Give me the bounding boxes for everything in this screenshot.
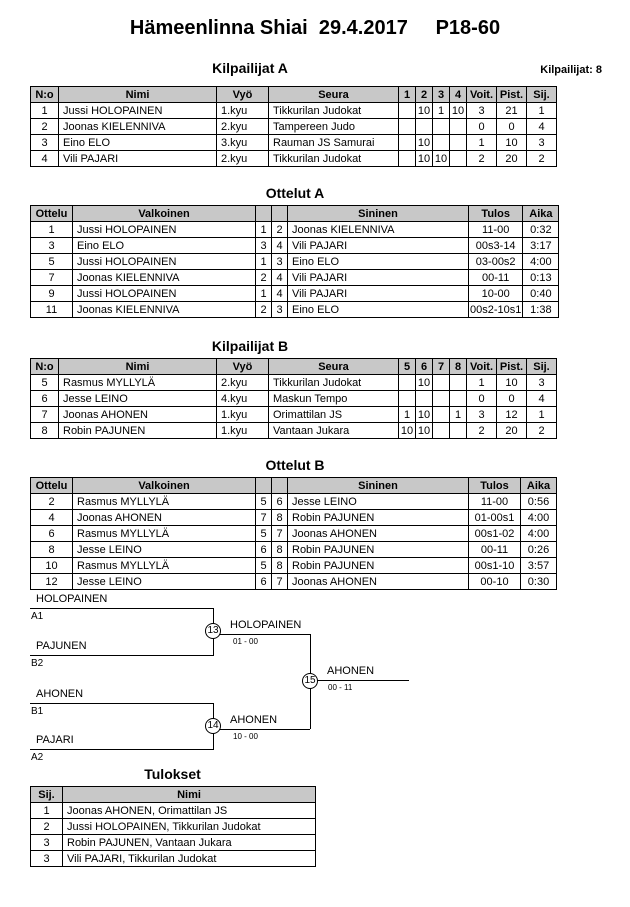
table-row (31, 238, 559, 254)
header-cell: Sininen (288, 478, 469, 494)
cell: 1.kyu (217, 423, 269, 439)
cell: Tikkurilan Judokat (269, 151, 399, 167)
table-header-row (31, 206, 559, 222)
cell: 10 (416, 423, 433, 439)
cell: 1 (31, 103, 59, 119)
cell: 10 (416, 135, 433, 151)
cell: 3 (467, 103, 497, 119)
table-row (31, 542, 557, 558)
table-head (31, 87, 557, 103)
cell: 2 (31, 119, 59, 135)
cell: 8 (272, 558, 288, 574)
cell: 03-00s2 (469, 254, 523, 270)
cell: Vili PAJARI (59, 151, 217, 167)
cell: 6 (272, 494, 288, 510)
cell (399, 103, 416, 119)
cell: 4 (31, 151, 59, 167)
header-cell: Sij. (31, 787, 63, 803)
table-row (31, 407, 557, 423)
bracket-winner-name: AHONEN (327, 665, 375, 677)
table-row (31, 119, 557, 135)
table-row (31, 510, 557, 526)
page-title: Hämeenlinna Shiai 29.4.2017 P18-60 (129, 17, 501, 39)
cell: 3 (31, 135, 59, 151)
competitors-count: Kilpailijat: 8 (540, 64, 602, 76)
header-cell: Voit. (467, 87, 497, 103)
cell: 10 (497, 135, 527, 151)
cell: 4 (272, 270, 288, 286)
cell (433, 407, 450, 423)
cell: 2 (256, 302, 272, 318)
cell: Jussi HOLOPAINEN, Tikkurilan Judokat (63, 819, 316, 835)
bracket-score: 01 - 00 (233, 637, 258, 646)
cell: 3.kyu (217, 135, 269, 151)
cell: Robin PAJUNEN (288, 542, 469, 558)
cell: 0:26 (521, 542, 557, 558)
cell: 4:00 (521, 510, 557, 526)
table-row (31, 803, 316, 819)
cell: 4 (272, 238, 288, 254)
cell (433, 135, 450, 151)
header-cell: Nimi (63, 787, 316, 803)
cell: 0:56 (521, 494, 557, 510)
cell: 10 (416, 151, 433, 167)
header-cell: Nimi (59, 87, 217, 103)
header-cell: Seura (269, 359, 399, 375)
section-heading-kilpailijat-a: Kilpailijat A (212, 60, 288, 76)
cell: 5 (31, 254, 73, 270)
table-ottelut-b (30, 477, 557, 590)
cell: 3 (31, 851, 63, 867)
cell: 5 (31, 375, 59, 391)
cell: 00s1-02 (469, 526, 521, 542)
bracket-seed-label: B2 (31, 658, 44, 669)
cell: Rasmus MYLLYLÄ (73, 494, 256, 510)
cell: 7 (256, 510, 272, 526)
header-cell: 3 (433, 87, 450, 103)
cell: 2 (527, 423, 557, 439)
cell (399, 119, 416, 135)
cell: 2.kyu (217, 151, 269, 167)
cell: 5 (256, 526, 272, 542)
cell: 7 (272, 526, 288, 542)
cell (450, 423, 467, 439)
table-row (31, 835, 316, 851)
cell: 0 (467, 391, 497, 407)
cell: Jussi HOLOPAINEN (59, 103, 217, 119)
cell: 10 (416, 103, 433, 119)
cell: Robin PAJUNEN (288, 558, 469, 574)
cell (416, 391, 433, 407)
bracket-player-name: PAJARI (36, 734, 74, 746)
cell: Joonas AHONEN (59, 407, 217, 423)
table-header-row (31, 478, 557, 494)
cell: 2 (272, 222, 288, 238)
cell: 2.kyu (217, 375, 269, 391)
cell (399, 135, 416, 151)
cell: 10 (31, 558, 73, 574)
header-cell: 7 (433, 359, 450, 375)
cell: 10 (450, 103, 467, 119)
table-row (31, 135, 557, 151)
cell (416, 119, 433, 135)
cell: Eino ELO (59, 135, 217, 151)
cell: 11-00 (469, 494, 521, 510)
header-cell: 1 (399, 87, 416, 103)
cell: 2 (31, 494, 73, 510)
cell (450, 119, 467, 135)
bracket-line (311, 680, 409, 681)
cell: Jesse LEINO (73, 574, 256, 590)
header-cell: 8 (450, 359, 467, 375)
header-cell: Sij. (527, 359, 557, 375)
cell (399, 151, 416, 167)
cell: 2 (467, 151, 497, 167)
table-head (31, 787, 316, 803)
cell: 10 (497, 375, 527, 391)
cell: Joonas AHONEN (288, 574, 469, 590)
cell: 2 (467, 423, 497, 439)
cell: 00-11 (469, 270, 523, 286)
cell: 11 (31, 302, 73, 318)
cell: 8 (31, 423, 59, 439)
cell: 0 (467, 119, 497, 135)
cell: Joonas KIELENNIVA (59, 119, 217, 135)
cell: 1 (527, 103, 557, 119)
header-cell: Aika (521, 478, 557, 494)
table-row (31, 851, 316, 867)
cell: Joonas KIELENNIVA (288, 222, 469, 238)
cell (433, 391, 450, 407)
cell: Robin PAJUNEN (59, 423, 217, 439)
cell: 0:30 (521, 574, 557, 590)
table-row (31, 558, 557, 574)
cell: Vili PAJARI, Tikkurilan Judokat (63, 851, 316, 867)
header-cell (256, 478, 272, 494)
bracket-line (214, 634, 310, 635)
cell: 6 (256, 574, 272, 590)
bracket-line (30, 608, 214, 609)
cell: Tikkurilan Judokat (269, 375, 399, 391)
cell: 0:13 (523, 270, 559, 286)
cell: 00s3-14 (469, 238, 523, 254)
header-cell: Ottelu (31, 478, 73, 494)
cell: 11-00 (469, 222, 523, 238)
cell: Jesse LEINO (288, 494, 469, 510)
header-cell: Nimi (59, 359, 217, 375)
cell: 1 (256, 286, 272, 302)
cell: 4 (527, 119, 557, 135)
cell: 4.kyu (217, 391, 269, 407)
cell: 1 (256, 222, 272, 238)
cell: 1 (433, 103, 450, 119)
match-number-badge: 14 (205, 718, 221, 734)
section-heading-kilpailijat-b: Kilpailijat B (211, 338, 289, 354)
cell: 7 (31, 407, 59, 423)
cell: 3 (467, 407, 497, 423)
cell: 2.kyu (217, 119, 269, 135)
bracket-line (214, 729, 310, 730)
cell (433, 119, 450, 135)
cell: 10 (399, 423, 416, 439)
header-cell: Pist. (497, 359, 527, 375)
cell: 9 (31, 286, 73, 302)
header-cell: 4 (450, 87, 467, 103)
cell: 1 (399, 407, 416, 423)
bracket-player-name: AHONEN (36, 688, 84, 700)
table-row (31, 254, 559, 270)
cell: 4:00 (523, 254, 559, 270)
table-row (31, 526, 557, 542)
cell: Robin PAJUNEN, Vantaan Jukara (63, 835, 316, 851)
cell: 3 (527, 375, 557, 391)
cell: 3 (31, 238, 73, 254)
cell (450, 375, 467, 391)
match-number-badge: 13 (205, 623, 221, 639)
cell: 4 (31, 510, 73, 526)
cell: Rasmus MYLLYLÄ (73, 526, 256, 542)
cell: 12 (497, 407, 527, 423)
table-row (31, 286, 559, 302)
section-heading-ottelut-b: Ottelut B (265, 457, 325, 473)
table-body (31, 222, 559, 318)
header-cell: Aika (523, 206, 559, 222)
table-row (31, 103, 557, 119)
cell (399, 375, 416, 391)
bracket-seed-label: B1 (31, 706, 44, 717)
table-head (31, 478, 557, 494)
header-cell: Sij. (527, 87, 557, 103)
table-body (31, 103, 557, 167)
cell: 1.kyu (217, 103, 269, 119)
cell: 1:38 (523, 302, 559, 318)
cell: Rasmus MYLLYLÄ (73, 558, 256, 574)
cell (433, 375, 450, 391)
cell (450, 135, 467, 151)
match-number-badge: 15 (302, 673, 318, 689)
cell: Tampereen Judo (269, 119, 399, 135)
header-cell (256, 206, 272, 222)
cell: 3:57 (521, 558, 557, 574)
cell: 3 (272, 302, 288, 318)
cell: 10 (416, 375, 433, 391)
cell: 1 (31, 803, 63, 819)
table-header-row (31, 87, 557, 103)
header-cell: Tulos (469, 206, 523, 222)
bracket-line (30, 703, 214, 704)
cell: Vantaan Jukara (269, 423, 399, 439)
cell: 6 (31, 526, 73, 542)
header-cell: Valkoinen (73, 206, 256, 222)
table-row (31, 819, 316, 835)
cell: Robin PAJUNEN (288, 510, 469, 526)
cell: 1.kyu (217, 407, 269, 423)
cell (450, 391, 467, 407)
header-cell: Ottelu (31, 206, 73, 222)
cell: Joonas KIELENNIVA (73, 270, 256, 286)
cell: 6 (31, 391, 59, 407)
cell: 0 (497, 391, 527, 407)
table-kilpailijat-b (30, 358, 557, 439)
table-head (31, 206, 559, 222)
header-cell: Pist. (497, 87, 527, 103)
header-cell (272, 478, 288, 494)
cell: 01-00s1 (469, 510, 521, 526)
table-body (31, 375, 557, 439)
table-kilpailijat-a (30, 86, 557, 167)
table-row (31, 574, 557, 590)
header-cell: 5 (399, 359, 416, 375)
cell (433, 423, 450, 439)
cell: 5 (256, 494, 272, 510)
cell: 1 (527, 407, 557, 423)
cell: 3 (256, 238, 272, 254)
cell: 7 (272, 574, 288, 590)
cell: 10-00 (469, 286, 523, 302)
cell: 4:00 (521, 526, 557, 542)
table-head (31, 359, 557, 375)
table-row (31, 375, 557, 391)
cell: Joonas AHONEN (288, 526, 469, 542)
final-bracket (0, 590, 630, 766)
cell: 3 (272, 254, 288, 270)
cell: 12 (31, 574, 73, 590)
cell: 0:40 (523, 286, 559, 302)
section-heading-tulokset: Tulokset (144, 766, 201, 782)
cell: 5 (256, 558, 272, 574)
cell: 7 (31, 270, 73, 286)
cell: 1 (31, 222, 73, 238)
cell: Vili PAJARI (288, 270, 469, 286)
bracket-seed-label: A2 (31, 752, 44, 763)
table-header-row (31, 359, 557, 375)
cell: Jussi HOLOPAINEN (73, 222, 256, 238)
cell: Joonas AHONEN, Orimattilan JS (63, 803, 316, 819)
cell: 3 (31, 835, 63, 851)
cell: Joonas KIELENNIVA (73, 302, 256, 318)
bracket-winner-name: HOLOPAINEN (230, 619, 302, 631)
cell: 1 (467, 135, 497, 151)
cell: 0:32 (523, 222, 559, 238)
cell: 6 (256, 542, 272, 558)
cell: 20 (497, 151, 527, 167)
table-row (31, 151, 557, 167)
cell: 2 (256, 270, 272, 286)
header-cell: Voit. (467, 359, 497, 375)
cell: Eino ELO (73, 238, 256, 254)
cell: Tikkurilan Judokat (269, 103, 399, 119)
table-row (31, 222, 559, 238)
cell: 8 (272, 542, 288, 558)
header-cell: Tulos (469, 478, 521, 494)
cell (450, 151, 467, 167)
table-row (31, 270, 559, 286)
cell: 1 (256, 254, 272, 270)
cell: 2 (527, 151, 557, 167)
header-cell: N:o (31, 87, 59, 103)
cell: Jussi HOLOPAINEN (73, 286, 256, 302)
cell: Rauman JS Samurai (269, 135, 399, 151)
header-cell: Vyö (217, 87, 269, 103)
header-cell: Seura (269, 87, 399, 103)
cell: 4 (527, 391, 557, 407)
cell: Vili PAJARI (288, 238, 469, 254)
bracket-winner-name: AHONEN (230, 714, 278, 726)
header-cell: Valkoinen (73, 478, 256, 494)
cell: 00s1-10 (469, 558, 521, 574)
bracket-line (30, 655, 214, 656)
table-row (31, 494, 557, 510)
cell: 2 (31, 819, 63, 835)
bracket-player-name: HOLOPAINEN (36, 593, 108, 605)
cell: Eino ELO (288, 302, 469, 318)
cell: Eino ELO (288, 254, 469, 270)
cell: Jussi HOLOPAINEN (73, 254, 256, 270)
cell: 20 (497, 423, 527, 439)
header-cell: 6 (416, 359, 433, 375)
cell: 1 (450, 407, 467, 423)
cell: 3 (527, 135, 557, 151)
bracket-seed-label: A1 (31, 611, 44, 622)
cell: 3:17 (523, 238, 559, 254)
table-row (31, 391, 557, 407)
header-cell: N:o (31, 359, 59, 375)
cell: 10 (433, 151, 450, 167)
cell: 1 (467, 375, 497, 391)
table-ottelut-a (30, 205, 559, 318)
header-cell (272, 206, 288, 222)
bracket-score: 00 - 11 (328, 683, 353, 692)
header-cell: Sininen (288, 206, 469, 222)
cell: 00-10 (469, 574, 521, 590)
table-header-row (31, 787, 316, 803)
header-cell: Vyö (217, 359, 269, 375)
cell: 4 (272, 286, 288, 302)
cell: Jesse LEINO (73, 542, 256, 558)
cell: 8 (272, 510, 288, 526)
cell: 00s2-10s1 (470, 303, 522, 316)
cell: 00-11 (469, 542, 521, 558)
table-tulokset (30, 786, 316, 867)
cell: Vili PAJARI (288, 286, 469, 302)
bracket-line (30, 749, 214, 750)
cell: Maskun Tempo (269, 391, 399, 407)
table-body (31, 494, 557, 590)
cell: Orimattilan JS (269, 407, 399, 423)
table-row (31, 423, 557, 439)
bracket-score: 10 - 00 (233, 732, 258, 741)
cell (399, 391, 416, 407)
table-body (31, 803, 316, 867)
cell: 10 (416, 407, 433, 423)
results-sheet (0, 16, 630, 907)
cell: Jesse LEINO (59, 391, 217, 407)
cell: Joonas AHONEN (73, 510, 256, 526)
cell: Rasmus MYLLYLÄ (59, 375, 217, 391)
header-cell: 2 (416, 87, 433, 103)
cell: 0 (497, 119, 527, 135)
cell: 21 (497, 103, 527, 119)
section-heading-ottelut-a: Ottelut A (265, 185, 325, 201)
cell: 8 (31, 542, 73, 558)
table-row (31, 302, 559, 318)
bracket-player-name: PAJUNEN (36, 640, 87, 652)
